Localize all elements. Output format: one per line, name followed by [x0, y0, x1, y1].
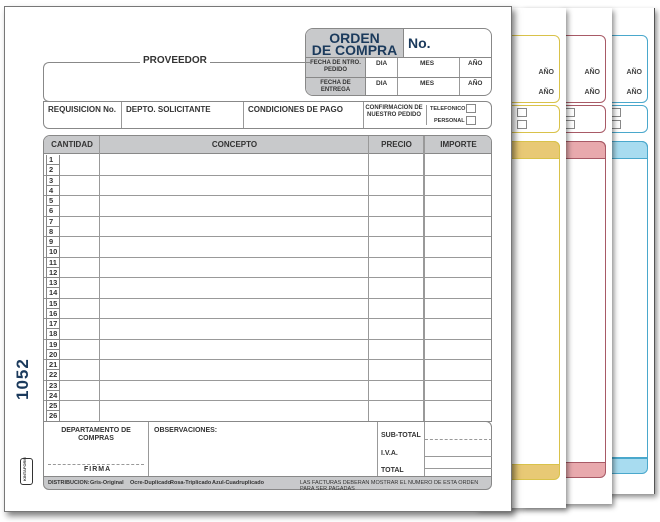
delivery-year-field[interactable]: AÑO — [468, 80, 483, 87]
order-number-label: No. — [408, 35, 431, 51]
order-title-box — [305, 28, 492, 96]
table-row[interactable] — [44, 288, 491, 298]
row-number: 4 — [46, 186, 60, 196]
table-row[interactable] — [44, 165, 491, 175]
supplier-label: PROVEEDOR — [140, 55, 210, 66]
table-row[interactable] — [44, 299, 491, 309]
signature-line[interactable] — [48, 464, 144, 465]
row-number: 15 — [46, 299, 60, 309]
table-body — [44, 155, 491, 422]
row-number: 16 — [46, 309, 60, 319]
row-number: 3 — [46, 176, 60, 186]
table-row[interactable] — [44, 360, 491, 370]
delivery-day-field[interactable]: DIA — [366, 78, 398, 96]
table-row[interactable] — [44, 350, 491, 360]
row-number: 26 — [46, 411, 60, 421]
row-number: 2 — [46, 165, 60, 175]
row-number: 9 — [46, 237, 60, 247]
personal-label: PERSONAL — [434, 118, 465, 124]
phone-checkbox-copy — [611, 108, 621, 117]
table-row[interactable] — [44, 411, 491, 421]
copy-sheet-blue: AÑO AÑO — [560, 8, 655, 494]
table-row[interactable] — [44, 247, 491, 257]
items-table — [43, 135, 492, 422]
subtotal-label: SUB-TOTAL — [381, 432, 421, 439]
column-amount: IMPORTE — [440, 140, 477, 149]
order-year-field[interactable]: AÑO — [468, 60, 483, 67]
info-row — [43, 101, 492, 129]
phone-checkbox[interactable] — [466, 104, 476, 113]
table-row[interactable] — [44, 186, 491, 196]
row-number: 17 — [46, 319, 60, 329]
phone-checkbox-copy — [517, 108, 527, 117]
payment-terms-field[interactable]: CONDICIONES DE PAGO — [244, 102, 364, 128]
table-row[interactable] — [44, 381, 491, 391]
table-row[interactable] — [44, 370, 491, 380]
confirmation-label: CONFIRMACION DE NUESTRO PEDIDO — [365, 105, 423, 118]
phone-label: TELEFONICO — [430, 106, 466, 112]
table-row[interactable] — [44, 155, 491, 165]
requisition-field[interactable]: REQUISICION No. — [44, 102, 122, 128]
table-row[interactable] — [44, 309, 491, 319]
distribution-bar: DISTRIBUCION: Gris-Original Ocre-Duplicado Rosa-Triplicado Azul-Cuadruplicado LAS FACTURAS DEBERAN MOSTRAR EL NUMERO DE ESTA ORDEN PARA SER PAGADAS — [43, 476, 492, 490]
order-month-field[interactable]: MES — [398, 58, 460, 77]
row-number: 19 — [46, 340, 60, 350]
total-label: TOTAL — [381, 467, 404, 474]
row-number: 14 — [46, 288, 60, 298]
folio-number: 1052 — [13, 358, 32, 400]
copy-sheet-yellow: AÑO AÑO — [476, 8, 566, 508]
total-field[interactable] — [425, 468, 492, 469]
personal-checkbox-copy — [611, 120, 621, 129]
personal-checkbox-copy — [565, 120, 575, 129]
delivery-month-field[interactable]: MES — [398, 78, 460, 96]
table-row[interactable] — [44, 206, 491, 216]
totals-section — [43, 421, 492, 477]
table-row[interactable] — [44, 196, 491, 206]
row-number: 22 — [46, 370, 60, 380]
column-concept: CONCEPTO — [211, 140, 258, 149]
order-date-row: FECHA DE NTRO. PEDIDO DIA MES AÑO — [306, 57, 492, 77]
table-row[interactable] — [44, 319, 491, 329]
table-row[interactable] — [44, 340, 491, 350]
purchasing-dept-label: DEPARTAMENTO DE COMPRAS — [61, 427, 131, 442]
row-number: 6 — [46, 206, 60, 216]
row-number: 20 — [46, 350, 60, 360]
row-number: 21 — [46, 360, 60, 370]
personal-checkbox-copy — [517, 120, 527, 129]
row-number: 13 — [46, 278, 60, 288]
payment-notice: LAS FACTURAS DEBERAN MOSTRAR EL NUMERO DE ESTA ORDEN PARA SER PAGADAS — [300, 480, 479, 492]
observations-label: OBSERVACIONES: — [154, 427, 218, 434]
row-number: 11 — [46, 258, 60, 268]
table-row[interactable] — [44, 217, 491, 227]
table-row[interactable] — [44, 268, 491, 278]
row-number: 18 — [46, 329, 60, 339]
signature-label: FIRMA — [84, 466, 112, 473]
divider — [148, 422, 149, 476]
tax-label: I.V.A. — [381, 450, 398, 457]
table-row[interactable] — [44, 258, 491, 268]
table-row[interactable] — [44, 227, 491, 237]
row-number: 25 — [46, 401, 60, 411]
table-row[interactable] — [44, 176, 491, 186]
table-row[interactable] — [44, 401, 491, 411]
personal-checkbox[interactable] — [466, 116, 476, 125]
column-quantity: CANTIDAD — [51, 140, 93, 149]
table-row[interactable] — [44, 391, 491, 401]
order-day-field[interactable]: DIA — [366, 58, 398, 77]
row-number: 8 — [46, 227, 60, 237]
column-price: PRECIO — [381, 140, 412, 149]
table-row[interactable] — [44, 329, 491, 339]
phone-checkbox-copy — [565, 108, 575, 117]
row-number: 7 — [46, 217, 60, 227]
row-number: 23 — [46, 381, 60, 391]
brand-logo: KINTAFORM — [20, 458, 33, 485]
row-number: 12 — [46, 268, 60, 278]
row-number: 10 — [46, 247, 60, 257]
delivery-date-row: FECHA DE ENTREGA DIA MES AÑO — [306, 77, 492, 96]
divider — [377, 422, 378, 476]
order-title: ORDEN DE COMPRA — [306, 29, 404, 57]
table-row[interactable] — [44, 278, 491, 288]
row-number: 5 — [46, 196, 60, 206]
row-number: 1 — [46, 155, 60, 165]
row-number: 24 — [46, 391, 60, 401]
table-row[interactable] — [44, 237, 491, 247]
subtotal-field[interactable] — [425, 439, 492, 440]
copy-sheet-pink: AÑO AÑO — [522, 8, 612, 504]
tax-field[interactable] — [425, 456, 492, 457]
department-field[interactable]: DEPTO. SOLICITANTE — [122, 102, 244, 128]
supplier-field[interactable] — [43, 62, 310, 102]
divider — [426, 105, 427, 125]
